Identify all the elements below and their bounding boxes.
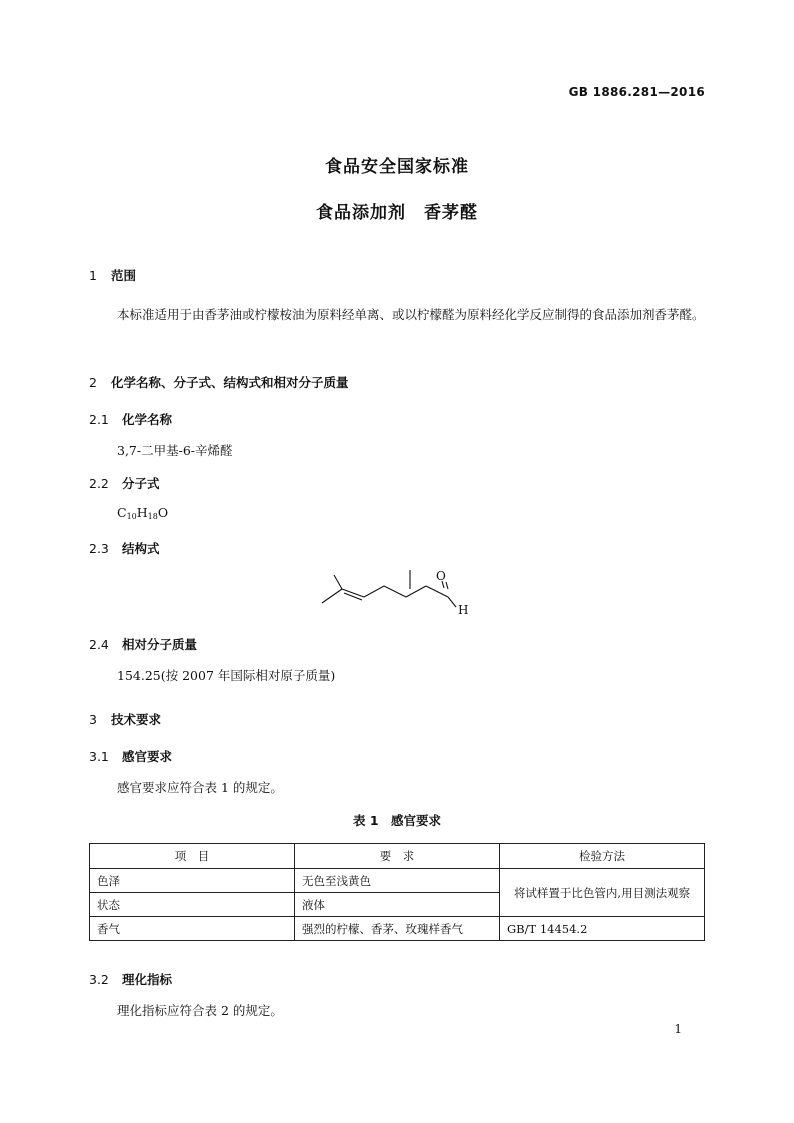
table-cell-requirement: 强烈的柠檬、香茅、玫瑰样香气 — [295, 917, 500, 941]
table-cell-method: GB/T 14454.2 — [500, 917, 705, 941]
section-3-2-heading — [89, 970, 172, 988]
section-number: 3.2 — [89, 972, 109, 987]
section-title: 感官要求 — [122, 749, 173, 764]
table-row — [90, 869, 705, 893]
section-title: 理化指标 — [122, 972, 173, 987]
section-1-text: 本标准适用于由香茅油或柠檬桉油为原料经单离、或以柠檬醛为原料经化学反应制得的食品添加剂香茅醛。 — [117, 307, 705, 322]
section-title: 相对分子质量 — [122, 637, 198, 652]
section-title: 范围 — [111, 268, 137, 283]
document-title: 食品安全国家标准 — [325, 157, 469, 177]
table-header-method: 检验方法 — [500, 844, 705, 869]
section-2-heading — [89, 373, 349, 391]
section-number: 3.1 — [89, 749, 109, 764]
table-cell-method-merged: 将试样置于比色管内,用目测法观察 — [500, 869, 705, 917]
physicochemical-text: 理化指标应符合表 2 的规定。 — [117, 1003, 283, 1018]
oxygen-atom-label: O — [436, 569, 446, 583]
section-3-heading — [89, 710, 161, 728]
standard-code: GB 1886.281—2016 — [568, 85, 705, 99]
table-header-row — [90, 844, 705, 869]
section-number: 3 — [89, 712, 97, 727]
table-header-requirement: 要 求 — [295, 844, 500, 869]
table-row — [90, 917, 705, 941]
section-2-4-heading — [89, 635, 197, 653]
section-3-1-heading — [89, 747, 172, 765]
table-cell-requirement: 液体 — [295, 893, 500, 917]
chemical-name: 3,7-二甲基-6-辛烯醛 — [117, 443, 233, 458]
section-number: 1 — [89, 268, 97, 283]
section-number: 2.1 — [89, 412, 109, 427]
table-cell-item: 状态 — [90, 893, 295, 917]
section-number: 2.2 — [89, 476, 109, 491]
table-cell-item: 色泽 — [90, 869, 295, 893]
section-2-2-heading — [89, 474, 160, 492]
section-title: 分子式 — [122, 476, 160, 491]
section-number: 2 — [89, 375, 97, 390]
structural-formula — [318, 565, 478, 617]
section-number: 2.3 — [89, 541, 109, 556]
section-2-3-heading — [89, 539, 160, 557]
section-number: 2.4 — [89, 637, 109, 652]
table-header-item: 项 目 — [90, 844, 295, 869]
hydrogen-atom-label: H — [458, 603, 469, 617]
sensory-requirement-text: 感官要求应符合表 1 的规定。 — [117, 780, 283, 795]
table-cell-item: 香气 — [90, 917, 295, 941]
section-2-1-heading — [89, 410, 172, 428]
molecular-mass: 154.25(按 2007 年国际相对原子质量) — [117, 668, 336, 683]
molecular-formula: $C_{10}H_{18}O$ — [117, 505, 169, 521]
section-title: 化学名称 — [122, 412, 173, 427]
section-title: 结构式 — [122, 541, 160, 556]
document-subtitle: 食品添加剂 香茅醛 — [316, 203, 478, 223]
sensory-requirements-table — [89, 843, 705, 941]
section-1-heading — [89, 266, 136, 284]
section-title: 化学名称、分子式、结构式和相对分子质量 — [111, 375, 349, 390]
section-title: 技术要求 — [111, 712, 162, 727]
table-cell-requirement: 无色至浅黄色 — [295, 869, 500, 893]
table-1-caption: 表 1 感官要求 — [352, 813, 442, 828]
page-number: 1 — [674, 1022, 682, 1036]
